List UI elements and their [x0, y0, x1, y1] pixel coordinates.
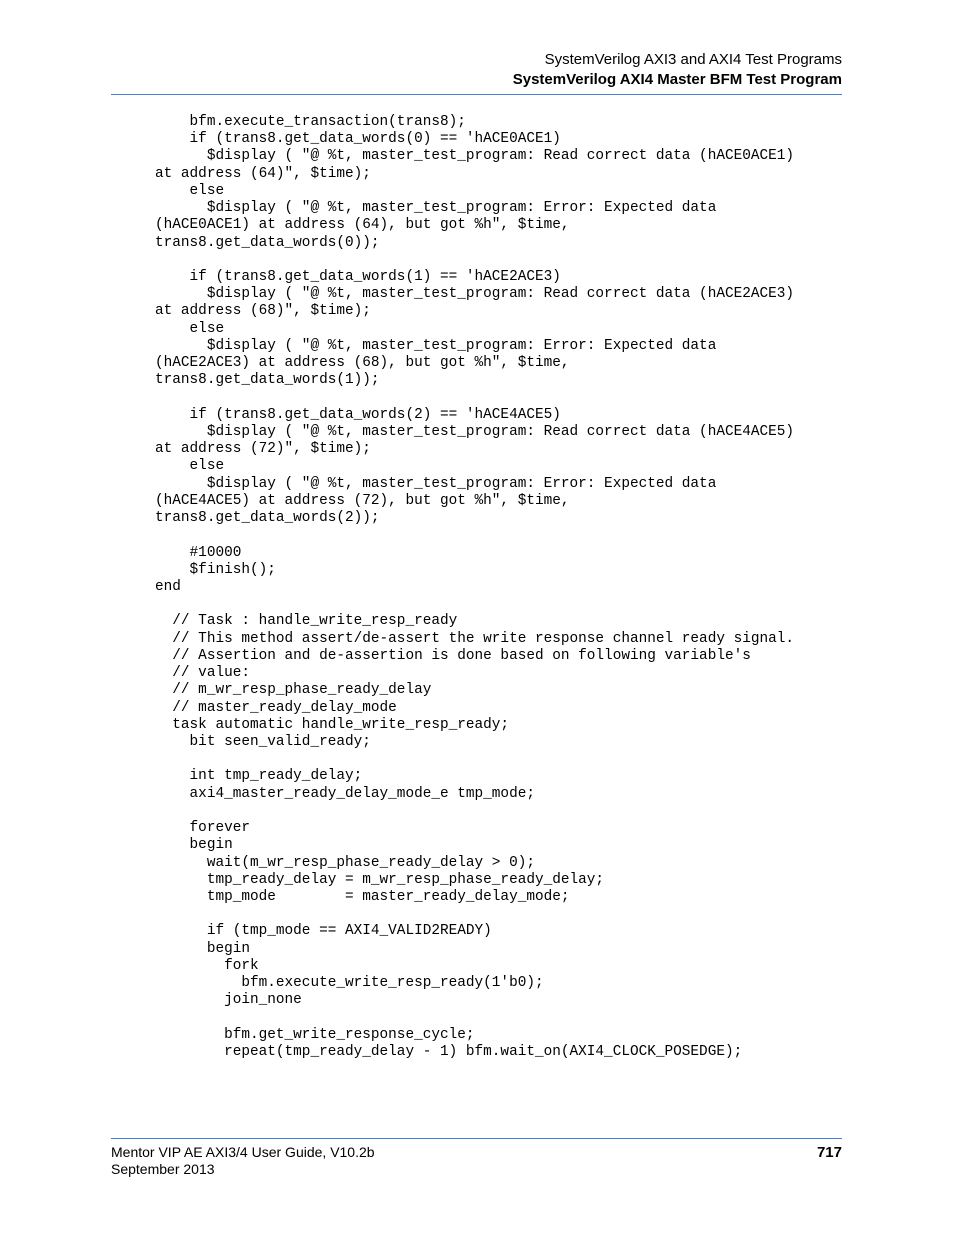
header-subtitle: SystemVerilog AXI4 Master BFM Test Program [512, 71, 842, 88]
code-line: bit seen_valid_ready; [155, 733, 371, 750]
code-line: $display ( "@ %t, master_test_program: Read correct data (hACE0ACE1) [155, 148, 795, 165]
code-line: $display ( "@ %t, master_test_program: Read correct data (hACE2ACE3) [155, 286, 795, 303]
code-line: else [155, 320, 225, 337]
code-line: // master_ready_delay_mode [155, 699, 397, 716]
code-line: // m_wr_resp_phase_ready_delay [155, 682, 432, 699]
header-rule [111, 94, 842, 95]
code-line: // value: [155, 665, 250, 681]
code-line: // Task : handle_write_resp_ready [155, 613, 458, 630]
footer-guide-title: Mentor VIP AE AXI3/4 User Guide, V10.2b [111, 1144, 375, 1160]
code-line: bfm.get_write_response_cycle; [155, 1026, 475, 1043]
code-line: wait(m_wr_resp_phase_ready_delay > 0); [155, 854, 535, 871]
code-line: bfm.execute_write_resp_ready(1'b0); [155, 975, 544, 991]
footer-info [111, 1144, 375, 1178]
code-line: $display ( "@ %t, master_test_program: Error: Expected data [155, 200, 717, 217]
code-line: if (trans8.get_data_words(0) == 'hACE0ACE1) [155, 131, 561, 148]
code-line: tmp_ready_delay = m_wr_resp_phase_ready_delay; [155, 871, 605, 888]
code-line: axi4_master_ready_delay_mode_e tmp_mode; [155, 785, 535, 802]
header-title: SystemVerilog AXI3 and AXI4 Test Programs [544, 51, 842, 68]
code-line: $finish(); [155, 561, 276, 578]
code-line: at address (68)", $time); [155, 303, 371, 320]
code-line: $display ( "@ %t, master_test_program: Error: Expected data [155, 337, 717, 354]
code-line: trans8.get_data_words(0)); [155, 234, 380, 251]
code-line: // Assertion and de-assertion is done based on following variable's [155, 647, 751, 664]
code-line: begin [155, 837, 233, 854]
code-line: fork [155, 957, 259, 974]
code-line: bfm.execute_transaction(trans8); [155, 114, 466, 130]
code-line: if (tmp_mode == AXI4_VALID2READY) [155, 923, 492, 940]
code-line: tmp_mode = master_ready_delay_mode; [155, 888, 570, 905]
code-line: forever [155, 820, 250, 836]
code-line: $display ( "@ %t, master_test_program: Read correct data (hACE4ACE5) [155, 424, 795, 440]
code-line: end [155, 578, 181, 595]
code-line: begin [155, 940, 250, 957]
code-line: else [155, 458, 225, 475]
code-line: (hACE4ACE5) at address (72), but got %h", $time, [155, 492, 570, 509]
code-line: (hACE0ACE1) at address (64), but got %h", $time, [155, 217, 570, 234]
code-line: int tmp_ready_delay; [155, 768, 363, 785]
code-line: at address (64)", $time); [155, 165, 371, 182]
code-line: #10000 [155, 544, 242, 561]
code-line: task automatic handle_write_resp_ready; [155, 716, 510, 733]
code-line: trans8.get_data_words(2)); [155, 510, 380, 527]
page-number: 717 [816, 1144, 842, 1161]
code-line: repeat(tmp_ready_delay - 1) bfm.wait_on(AXI4_CLOCK_POSEDGE); [155, 1043, 743, 1060]
code-line: $display ( "@ %t, master_test_program: Error: Expected data [155, 475, 717, 492]
code-line: else [155, 182, 225, 199]
code-line: // This method assert/de-assert the write response channel ready signal. [155, 630, 795, 647]
code-line: if (trans8.get_data_words(2) == 'hACE4ACE5) [155, 406, 561, 423]
code-line: (hACE2ACE3) at address (68), but got %h", $time, [155, 355, 570, 372]
code-line: trans8.get_data_words(1)); [155, 372, 380, 389]
code-line: at address (72)", $time); [155, 441, 371, 458]
footer-rule [111, 1138, 842, 1139]
footer-date: September 2013 [111, 1161, 215, 1177]
running-header [513, 50, 842, 90]
code-line: join_none [155, 992, 302, 1009]
code-line: if (trans8.get_data_words(1) == 'hACE2ACE3) [155, 269, 561, 285]
